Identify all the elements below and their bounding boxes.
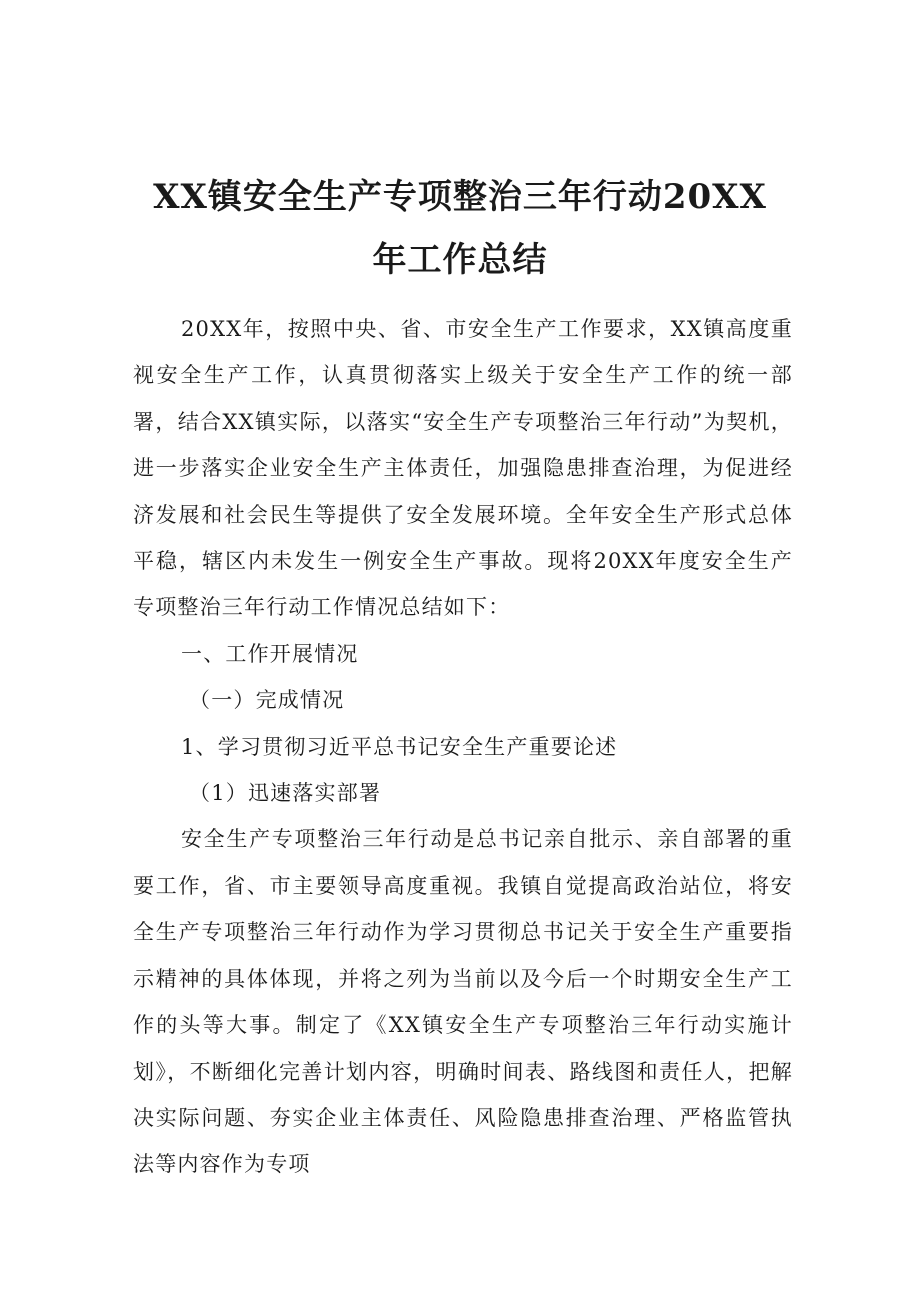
item-heading-study: 1、学习贯彻习近平总书记安全生产重要论述 (181, 734, 618, 759)
subitem-heading-deployment: （1）迅速落实部署 (189, 781, 382, 806)
intro-paragraph: 20XX年，按照中央、省、市安全生产工作要求，XX镇高度重视安全生产工作，认真贯彻落实上级关于安全生产工作的统一部署，结合XX镇实际，以落实“安全生产专项整治三年行动”为契机，进一步落实企业安全生产主体责任，加强隐患排查治理，为促进经济发展和社会民生等提供了安全发展环境。全年安全生产形式总体平稳，辖区内未发生一例安全生产事故。现将20XX年度安全生产专项整治三年行动工作情况总结如下： (133, 317, 793, 620)
document-title-line-2: 年工作总结 (372, 240, 548, 280)
section-heading-work-progress: 一、工作开展情况 (181, 641, 359, 666)
document-body (133, 306, 793, 1188)
body-paragraph-deployment: 安全生产专项整治三年行动是总书记亲自批示、亲自部署的重要工作，省、市主要领导高度重视。我镇自觉提高政治站位，将安全生产专项整治三年行动作为学习贯彻总书记关于安全生产重要指示精神的具体体现，并将之列为当前以及今后一个时期安全生产工作的头等大事。制定了《XX镇安全生产专项整治三年行动实施计划》，不断细化完善计划内容，明确时间表、路线图和责任人，把解决实际问题、夯实企业主体责任、风险隐患排查治理、严格监管执法等内容作为专项 (133, 827, 793, 1177)
subsection-heading-completion: （一）完成情况 (189, 688, 345, 713)
document-title-line-1: XX镇安全生产专项整治三年行动20XX (153, 177, 767, 217)
